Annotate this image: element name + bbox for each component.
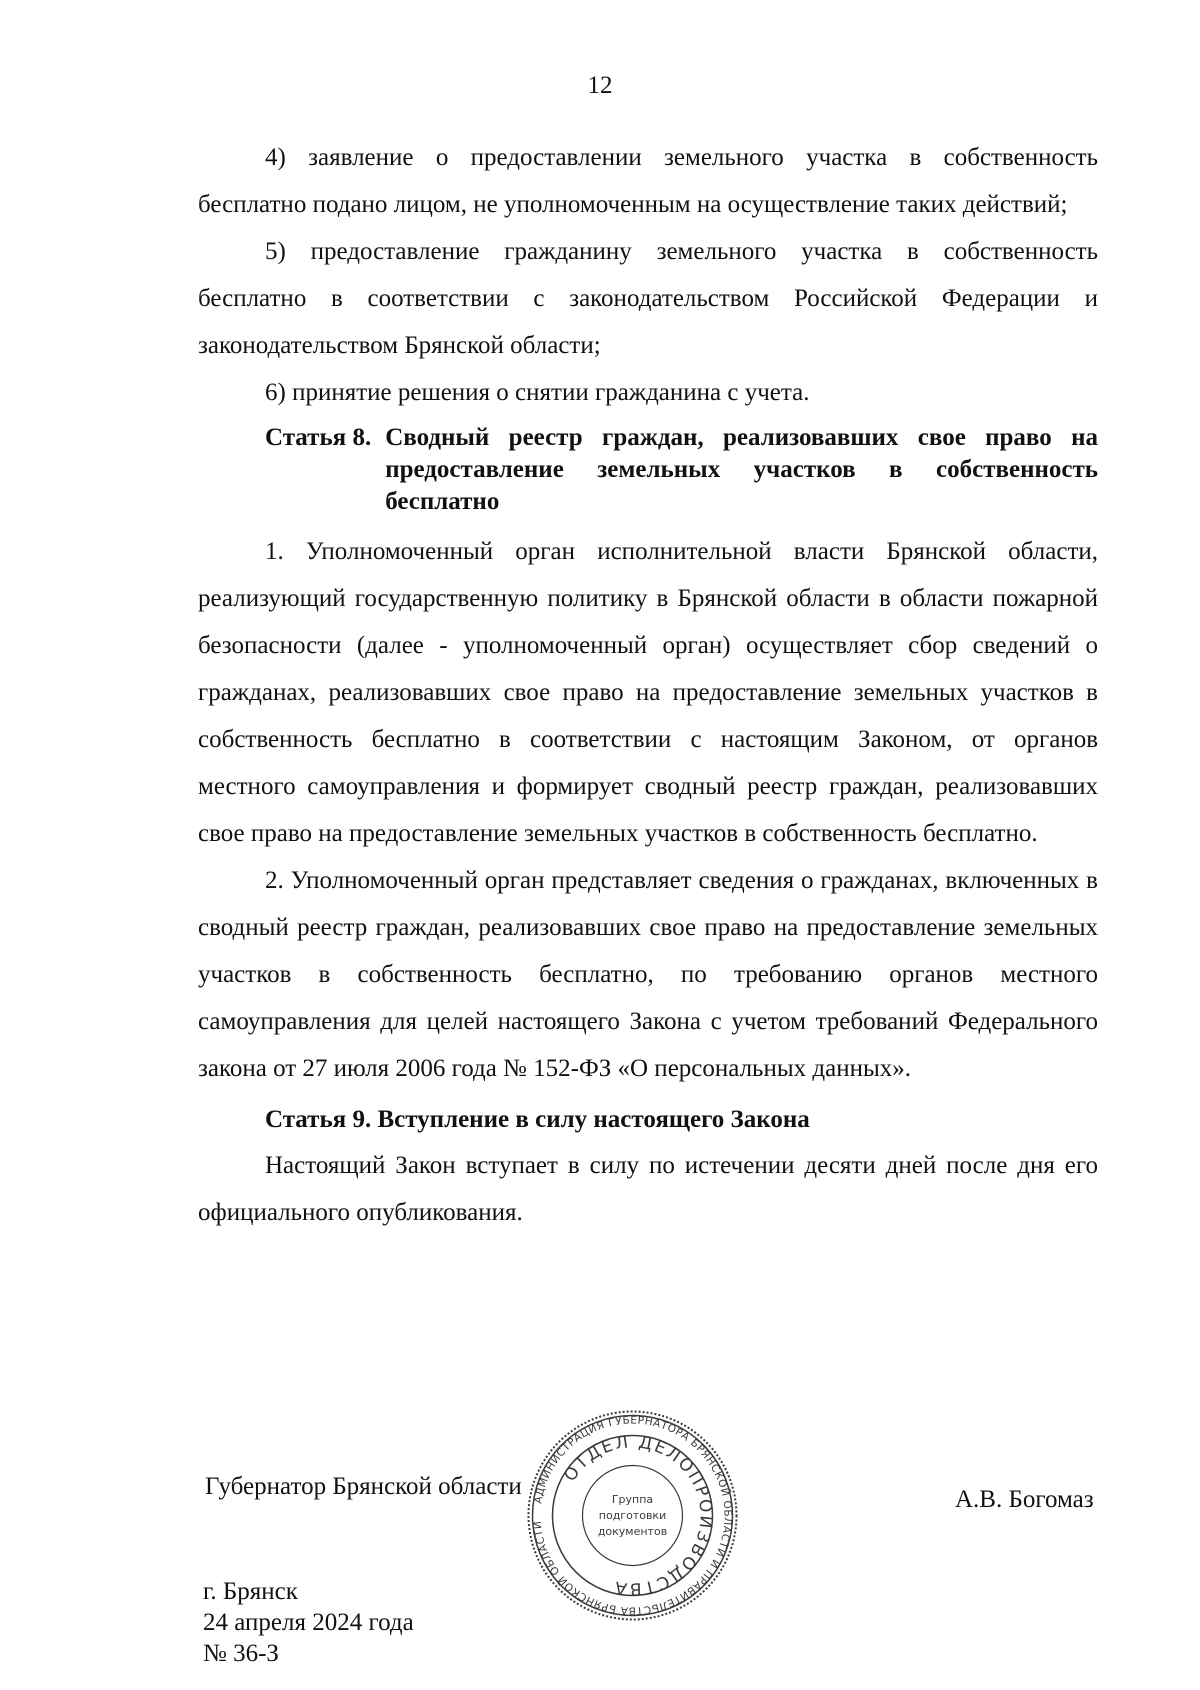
list-item-5: 5) предоставление гражданину земельного участка в собственность бесплатно в соответствии с законодательством Российской Федерации и законодательством Брянской области; [198,238,1098,359]
article-8-paragraph-2: 2. Уполномоченный орган представляет сведения о гражданах, включенных в сводный реестр граждан, реализовавших свое право на предоставление земельных участков в собственность бесплатно, по требованию органов местного самоуправления для целей настоящего Закона с учетом требований Федерального закона от 27 июля 2006 года № 152-ФЗ «О персональных данных». [198,867,1098,1082]
article-8-heading [265,422,1098,518]
official-stamp [525,1408,740,1623]
article-9-paragraph: Настоящий Закон вступает в силу по истечении десяти дней после дня его официального опубликования. [198,1152,1098,1226]
signatory-name: А.В. Богомаз [955,1486,1094,1513]
page-number: 12 [587,72,613,99]
article-8-number: Статья 8. [265,424,372,451]
law-date: 24 апреля 2024 года [203,1609,414,1636]
list-item-6: 6) принятие решения о снятии гражданина с учета. [265,379,810,406]
city: г. Брянск [203,1578,298,1605]
article-9-heading [265,1104,1098,1136]
article-8-title: Сводный реестр граждан, реализовавших свое право на предоставление земельных участков в собственность бесплатно [385,424,1098,515]
article-9-title: Статья 9. Вступление в силу настоящего Закона [265,1106,810,1133]
stamp-center-line-1: Группа [611,1493,654,1506]
article-8-paragraph-1: 1. Уполномоченный орган исполнительной власти Брянской области, реализующий государственную политику в Брянской области в области пожарной безопасности (далее - уполномоченный орган) осуществляет сбор сведений о гражданах, реализовавших свое право на предоставление земельных участков в собственность бесплатно в соответствии с настоящим Законом, от органов местного самоуправления и формирует сводный реестр граждан, реализовавших свое право на предоставление земельных участков в собственность бесплатно. [198,538,1098,847]
stamp-center-line-3: документов [597,1525,668,1538]
stamp-inner-text: ОТДЕЛ ДЕЛОПРОИЗВОДСТВА [560,1432,716,1599]
list-item-4: 4) заявление о предоставлении земельного участка в собственность бесплатно подано лицом, не уполномоченным на осуществление таких действий; [198,144,1098,218]
signatory-title: Губернатор Брянской области [205,1473,522,1500]
law-number: № 36-З [203,1640,279,1667]
document-body [198,134,1098,1236]
stamp-outer-text: АДМИНИСТРАЦИЯ ГУБЕРНАТОРА БРЯНСКОЙ ОБЛАСТИ И ПРАВИТЕЛЬСТВА БРЯНСКОЙ ОБЛАСТИ [531,1414,734,1617]
place-date-number [203,1576,414,1669]
stamp-center-line-2: подготовки [598,1509,667,1522]
